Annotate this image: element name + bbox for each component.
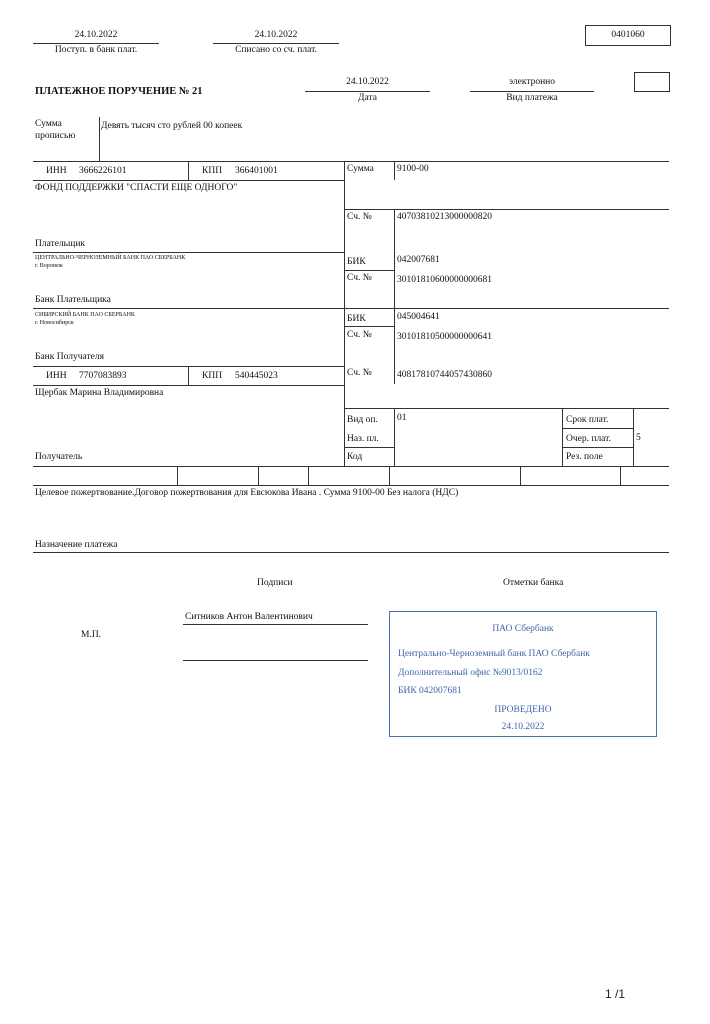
priority-value: 5 [636, 433, 641, 443]
payer-bank-bik-line [344, 270, 394, 271]
stamp-office: Дополнительный офис №9013/0162 [398, 668, 543, 678]
payment-type-value: электронно [508, 77, 556, 87]
payer-account-top-line [344, 209, 669, 210]
payer-sum-label: Сумма [347, 164, 374, 174]
amount-words-value: Девять тысяч сто рублей 00 копеек [101, 121, 243, 131]
code-label: Код [347, 452, 363, 462]
payee-kpp-label: КПП [202, 371, 223, 381]
payer-role-label: Плательщик [35, 239, 86, 249]
debited-date: 24.10.2022 [254, 30, 298, 40]
priority-label: Очер. плат. [566, 434, 611, 444]
document-title: ПЛАТЕЖНОЕ ПОРУЧЕНИЕ № 21 [35, 86, 203, 97]
document-date-line [305, 91, 430, 92]
seal-label: М.П. [81, 630, 102, 640]
signature-line-1 [183, 624, 368, 625]
signature-line-2 [183, 660, 368, 661]
payee-inn-label: ИНН [46, 371, 67, 381]
payer-inn-line [33, 180, 344, 181]
op-type-value: 01 [397, 413, 407, 423]
codes-top-line [344, 408, 669, 409]
payment-type-line [470, 91, 594, 92]
due-divider-right [633, 408, 634, 466]
payer-bank-bik-label: БИК [347, 257, 366, 267]
payer-sum-value: 9100-00 [397, 164, 429, 174]
payee-bank-bik-line [344, 326, 394, 327]
payee-kpp: 540445023 [235, 371, 278, 381]
payee-account: 40817810744057430860 [397, 370, 492, 380]
amount-words-bottom-line [33, 161, 669, 162]
payer-inn-label: ИНН [46, 166, 67, 176]
signer-name: Ситников Антон Валентинович [185, 612, 313, 622]
debited-label: Списано со сч. плат. [235, 45, 317, 55]
form-code-box [585, 25, 671, 46]
account-divider-3 [394, 366, 395, 384]
payer-bank-bik: 042007681 [397, 255, 440, 265]
tax-div-4 [389, 466, 390, 485]
payer-bank-account-label: Сч. № [347, 273, 372, 283]
op-type-label: Вид оп. [347, 415, 378, 425]
due-divider-left [562, 408, 563, 466]
payer-bank-account: 30101810600000000681 [397, 275, 492, 285]
payer-bank-bottom-line [33, 308, 669, 309]
status-box [634, 72, 670, 92]
tax-div-5 [520, 466, 521, 485]
payer-account-label: Сч. № [347, 212, 372, 222]
due-line-1 [562, 428, 633, 429]
payer-bank-name: ЦЕНТРАЛЬНО-ЧЕРНОЗЕМНЫЙ БАНК ПАО СБЕРБАНК [35, 255, 186, 261]
payee-bank-bik-label: БИК [347, 314, 366, 324]
amount-words-divider [99, 117, 100, 161]
payee-inn: 7707083893 [79, 371, 127, 381]
stamp-branch: Центрально-Черноземный банк ПАО Сбербанк [398, 649, 590, 659]
right-col-divider [344, 161, 345, 466]
form-code: 0401060 [611, 30, 645, 40]
received-label: Поступ. в банк плат. [54, 45, 138, 55]
purpose-text: Целевое пожертвование.Договор пожертвования для Евсюкова Ивана . Сумма 9100-00 Без налога (НДС) [35, 488, 459, 498]
account-divider-1 [394, 209, 395, 308]
stamp-bik: БИК 042007681 [398, 686, 462, 696]
purpose-label: Назначение платежа [35, 540, 118, 550]
payment-type-label: Вид платежа [506, 93, 558, 103]
tax-div-3 [308, 466, 309, 485]
due-line-2 [562, 447, 633, 448]
codes-mid-line [344, 447, 394, 448]
payee-bank-bik: 045004641 [397, 312, 440, 322]
sum-divider [394, 161, 395, 180]
received-date: 24.10.2022 [74, 30, 118, 40]
payee-inn-line [33, 385, 344, 386]
payer-bottom-line [33, 252, 344, 253]
amount-words-label-2: прописью [35, 131, 76, 141]
payee-role-label: Получатель [35, 452, 83, 462]
payee-bank-city: г. Новосибирск [35, 320, 74, 326]
payer-kpp: 366401001 [235, 166, 278, 176]
payee-name: Щербак Марина Владимировна [35, 388, 164, 398]
document-date: 24.10.2022 [346, 77, 389, 87]
payee-account-label: Сч. № [347, 368, 372, 378]
purpose-bottom-line [33, 552, 669, 553]
payer-account: 40703810213000000820 [397, 212, 492, 222]
debited-date-line [213, 43, 339, 44]
amount-words-label-1: Сумма [35, 119, 62, 129]
payer-kpp-label: КПП [202, 166, 223, 176]
received-date-line [33, 43, 159, 44]
payer-bank-role-label: Банк Плательщика [35, 295, 111, 305]
payee-bank-account-label: Сч. № [347, 330, 372, 340]
signatures-label: Подписи [257, 578, 293, 588]
tax-div-6 [620, 466, 621, 485]
tax-div-1 [177, 466, 178, 485]
payer-inn: 3666226101 [79, 166, 127, 176]
stamp-bank-name: ПАО Сбербанк [492, 624, 554, 634]
page-indicator: 1 /1 [605, 987, 626, 1001]
bank-stamp [389, 611, 657, 737]
account-divider-2 [394, 309, 395, 366]
tax-row-top-line [33, 466, 669, 467]
tax-row-bottom-line [33, 485, 669, 486]
payer-name: ФОНД ПОДДЕРЖКИ "СПАСТИ ЕЩЕ ОДНОГО" [35, 183, 238, 193]
payee-inn-divider [188, 366, 189, 385]
purpose-code-label: Наз. пл. [347, 434, 379, 444]
payer-bank-city: г. Воронеж [35, 263, 63, 269]
tax-div-2 [258, 466, 259, 485]
stamp-date: 24.10.2022 [501, 722, 545, 732]
payer-inn-divider [188, 161, 189, 180]
stamp-status: ПРОВЕДЕНО [494, 705, 552, 715]
payee-bank-name: СИБИРСКИЙ БАНК ПАО СБЕРБАНК [35, 312, 135, 318]
payee-bank-role-label: Банк Получателя [35, 352, 104, 362]
due-label: Срок плат. [566, 415, 609, 425]
bank-marks-label: Отметки банка [503, 578, 564, 588]
codes-divider [394, 408, 395, 466]
date-label: Дата [358, 93, 377, 103]
reserve-label: Рез. поле [566, 452, 603, 462]
payee-bank-account: 30101810500000000641 [397, 332, 492, 342]
